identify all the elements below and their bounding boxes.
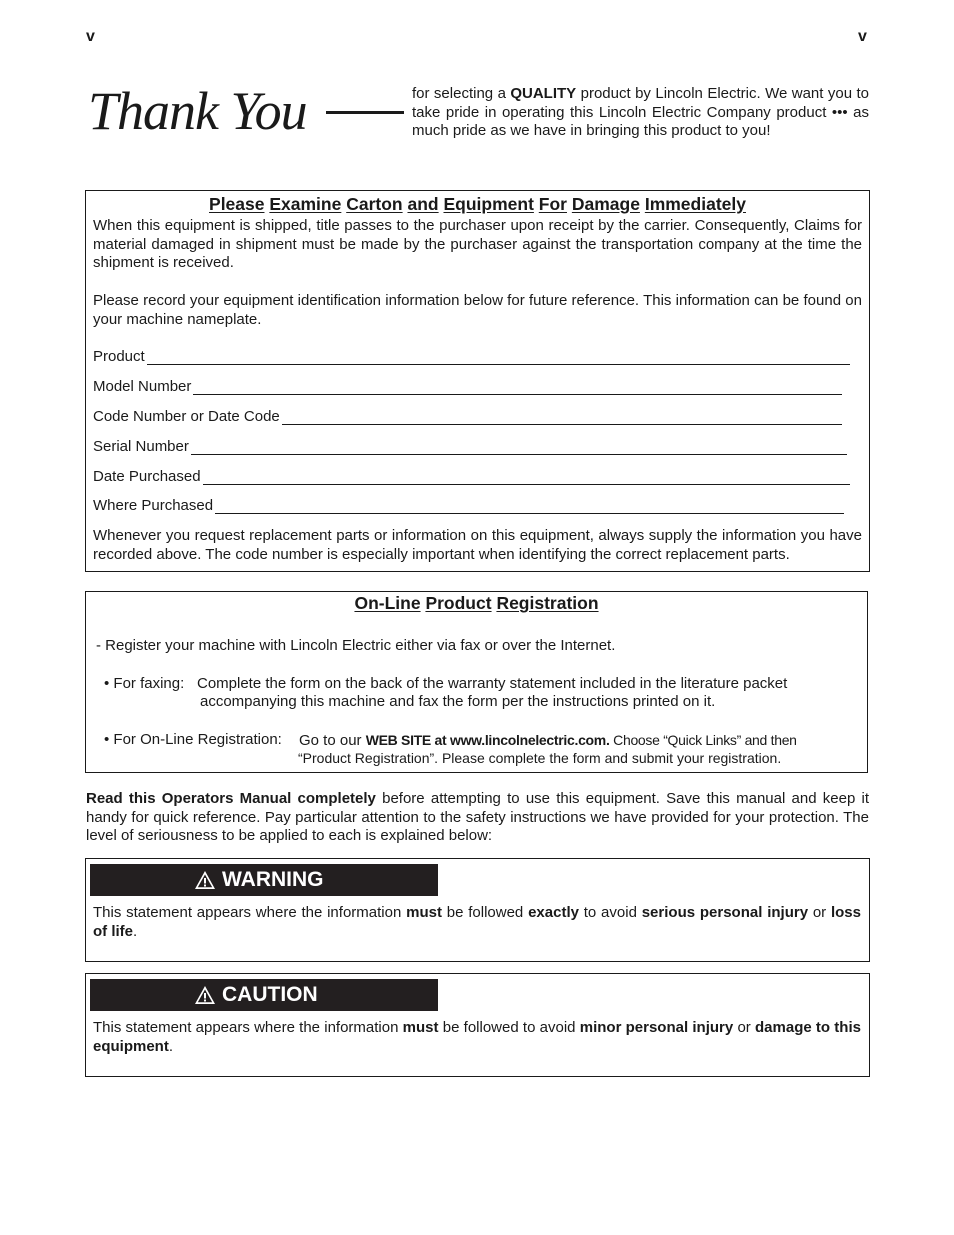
thank-you-title: Thank You: [88, 81, 307, 141]
where-purchased-field[interactable]: Where Purchased: [93, 497, 844, 514]
fax-instructions-line2: accompanying this machine and fax the form per the instructions printed on it.: [200, 693, 716, 710]
fax-label: • For faxing:: [104, 675, 185, 692]
thank-you-text: for selecting a QUALITY product by Lincoln Electric. We want you to take pride in operating this Lincoln Electric Company product ••• as much pride as we have in bringing this product to you!: [412, 85, 869, 139]
caution-label: CAUTION: [222, 983, 318, 1006]
warning-label: WARNING: [222, 868, 324, 891]
caution-statement: This statement appears where the information must be followed to avoid minor personal injury or damage to this equipment.: [93, 1019, 861, 1055]
serial-number-field[interactable]: Serial Number: [93, 438, 847, 455]
model-number-field[interactable]: Model Number: [93, 378, 842, 395]
code-number-field[interactable]: Code Number or Date Code: [93, 408, 842, 425]
record-info-text: Please record your equipment identification information below for future reference. This information can be found on your machine nameplate.: [93, 292, 862, 328]
web-label: • For On-Line Registration:: [104, 731, 282, 748]
online-registration-box: [85, 591, 868, 773]
warning-box: [85, 858, 870, 962]
warning-triangle-icon: [194, 870, 216, 890]
date-purchased-field[interactable]: Date Purchased: [93, 468, 850, 485]
product-field[interactable]: Product: [93, 348, 850, 365]
read-manual-text: Read this Operators Manual completely before attempting to use this equipment. Save this manual and keep it handy for quick reference. Pay particular attention to the safety instructions we have provided for your protection. The level of seriousness to be applied to each is explained below:: [86, 790, 869, 844]
examine-damage-box: [85, 190, 870, 572]
replacement-parts-text: Whenever you request replacement parts or information on this equipment, always supply the information you have recorded above. The code number is especially important when identifying the correct replacement parts.: [93, 527, 862, 563]
fax-instructions-line1: Complete the form on the back of the warranty statement included in the literature packet: [197, 675, 788, 692]
warning-banner: [90, 864, 438, 896]
web-instructions-line1: Go to our WEB SITE at www.lincolnelectric.com. Choose “Quick Links” and then: [299, 732, 797, 749]
caution-box: [85, 973, 870, 1077]
warning-statement: This statement appears where the information must be followed exactly to avoid serious personal injury or loss of life.: [93, 904, 861, 940]
warning-triangle-icon: [194, 985, 216, 1005]
caution-banner: [90, 979, 438, 1011]
page-number-right: v: [858, 28, 867, 45]
shipping-claims-text: When this equipment is shipped, title passes to the purchaser upon receipt by the carrier. Consequently, Claims for material damaged in shipment must be made by the purchaser against the transportation company at the time the shipment is received.: [93, 217, 862, 271]
web-instructions-line2: “Product Registration”. Please complete the form and submit your registration.: [298, 750, 782, 766]
examine-title: Please Examine Carton and Equipment For Damage Immediately: [209, 194, 746, 214]
online-registration-title: On-Line Product Registration: [354, 593, 599, 613]
register-intro: - Register your machine with Lincoln Electric either via fax or over the Internet.: [96, 637, 616, 654]
thank-you-dash: [326, 111, 404, 114]
page-number-left: v: [86, 28, 95, 45]
